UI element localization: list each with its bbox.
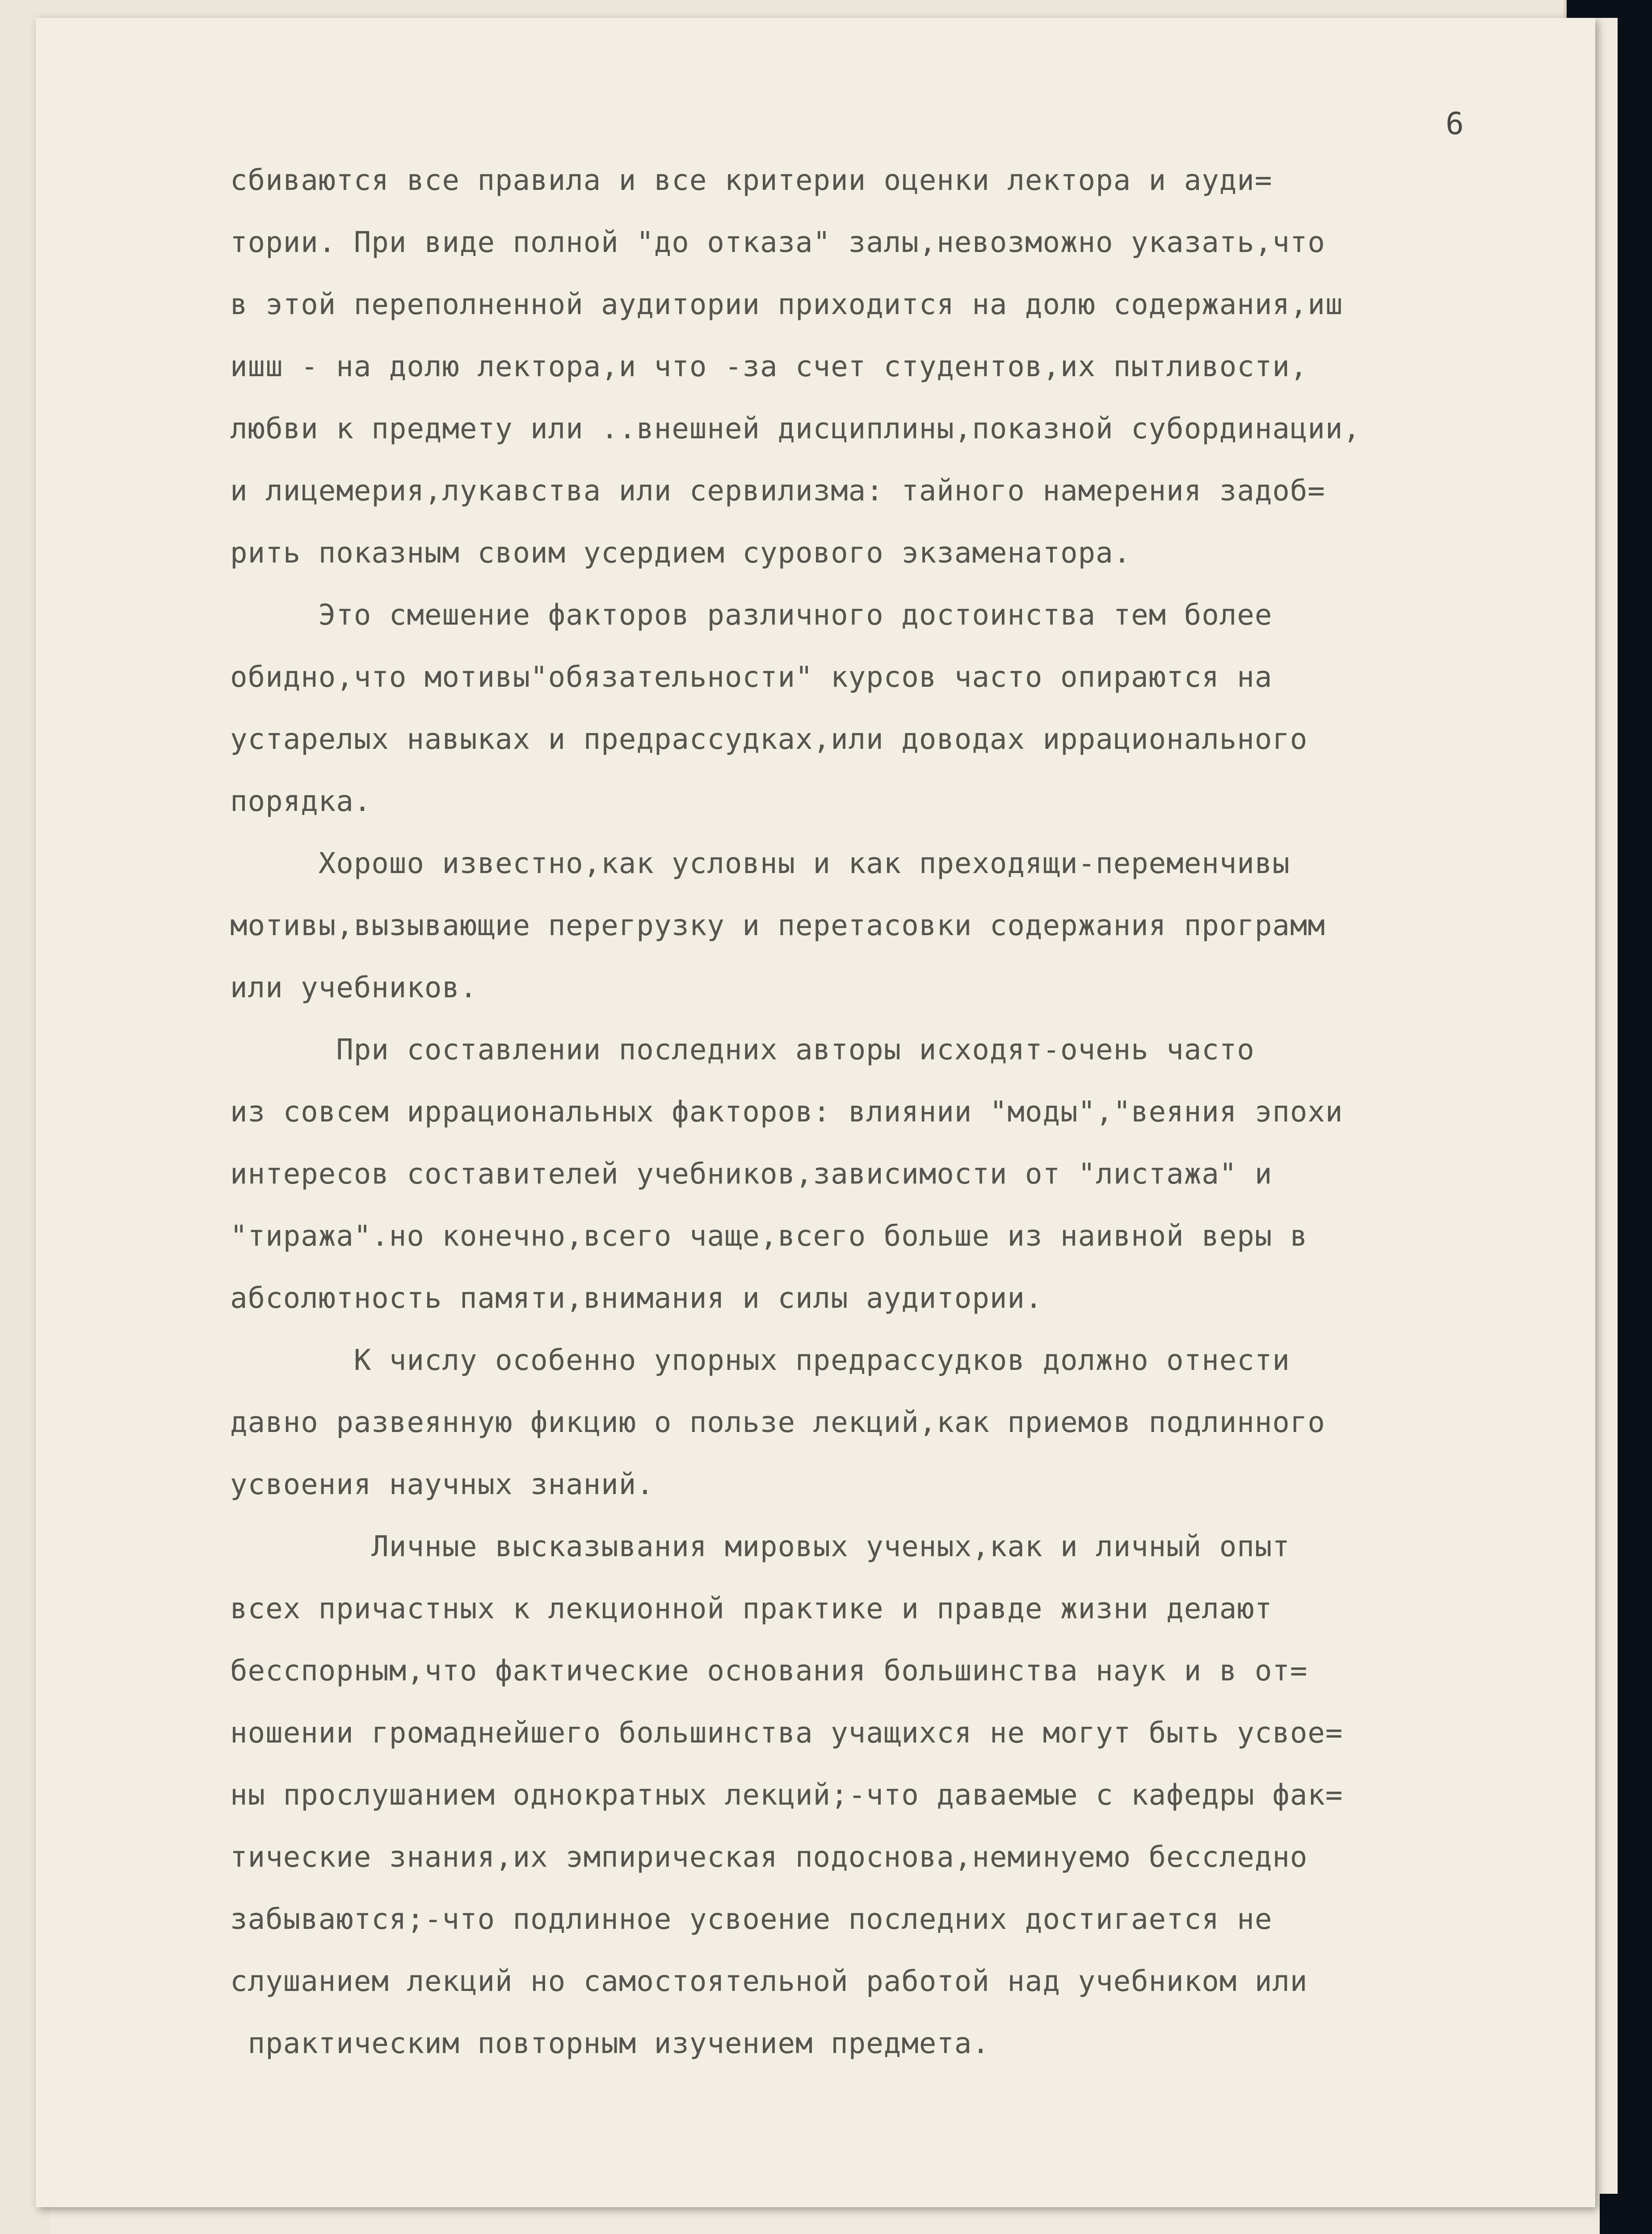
- text-line: абсолютность памяти,внимания и силы аудитории.: [230, 1282, 1043, 1315]
- paragraph: [230, 833, 1553, 1019]
- text-line: Личные высказывания мировых ученых,как и личный опыт: [230, 1530, 1290, 1563]
- text-line: или учебников.: [230, 971, 478, 1004]
- text-line: При составлении последних авторы исходят-очень часто: [230, 1033, 1255, 1067]
- text-line: мотивы,вызывающие перегрузку и перетасовки содержания программ: [230, 909, 1325, 942]
- body-text: [230, 150, 1553, 2075]
- text-line: рить показным своим усердием сурового экзаменатора.: [230, 537, 1131, 570]
- text-line: устарелых навыках и предрассудках,или доводах иррационального: [230, 723, 1308, 756]
- text-line: ишш - на долю лектора,и что -за счет студентов,их пытливости,: [230, 350, 1308, 383]
- text-line: тические знания,их эмпирическая подоснова,неминуемо бесследно: [230, 1841, 1308, 1874]
- text-line: любви к предмету или ..внешней дисциплины,показной субординации,: [230, 412, 1361, 445]
- text-line: усвоения научных знаний.: [230, 1468, 654, 1501]
- text-line: бесспорным,что фактические основания большинства наук и в от=: [230, 1655, 1308, 1688]
- text-line: К числу особенно упорных предрассудков должно отнести: [230, 1344, 1290, 1377]
- text-line: ношении громаднейшего большинства учащихся не могут быть усвое=: [230, 1717, 1343, 1750]
- paragraph: [230, 1330, 1553, 1516]
- text-line: сбиваются все правила и все критерии оценки лектора и ауди=: [230, 164, 1273, 197]
- paragraph: [230, 1516, 1553, 2075]
- text-line: в этой переполненной аудитории приходится на долю содержания,иш: [230, 288, 1343, 321]
- text-line: порядка.: [230, 785, 372, 818]
- text-line: всех причастных к лекционной практике и правде жизни делают: [230, 1592, 1273, 1625]
- text-line: тории. При виде полной "до отказа" залы,невозможно указать,что: [230, 226, 1325, 259]
- text-line: интересов составителей учебников,зависимости от "листажа" и: [230, 1158, 1273, 1191]
- text-line: слушанием лекций но самостоятельной работой над учебником или: [230, 1965, 1308, 1998]
- text-line: из совсем иррациональных факторов: влиянии "моды","веяния эпохи: [230, 1096, 1343, 1129]
- text-line: Это смешение факторов различного достоинства тем более: [230, 599, 1273, 632]
- text-line: "тиража".но конечно,всего чаще,всего больше из наивной веры в: [230, 1220, 1308, 1253]
- text-line: давно развеянную фикцию о пользе лекций,как приемов подлинного: [230, 1406, 1325, 1439]
- text-line: Хорошо известно,как условны и как преходящи-переменчивы: [230, 847, 1290, 880]
- paragraph: [230, 150, 1553, 584]
- text-line: обидно,что мотивы"обязательности" курсов часто опираются на: [230, 661, 1273, 694]
- text-line: практическим повторным изучением предмета.: [230, 2027, 990, 2060]
- page-number: 6: [1446, 106, 1464, 142]
- text-line: ны прослушанием однократных лекций;-что даваемые с кафедры фак=: [230, 1779, 1343, 1812]
- paragraph: [230, 1019, 1553, 1330]
- text-line: забываются;-что подлинное усвоение последних достигается не: [230, 1903, 1273, 1936]
- text-line: и лицемерия,лукавства или сервилизма: тайного намерения задоб=: [230, 475, 1325, 508]
- paragraph: [230, 584, 1553, 833]
